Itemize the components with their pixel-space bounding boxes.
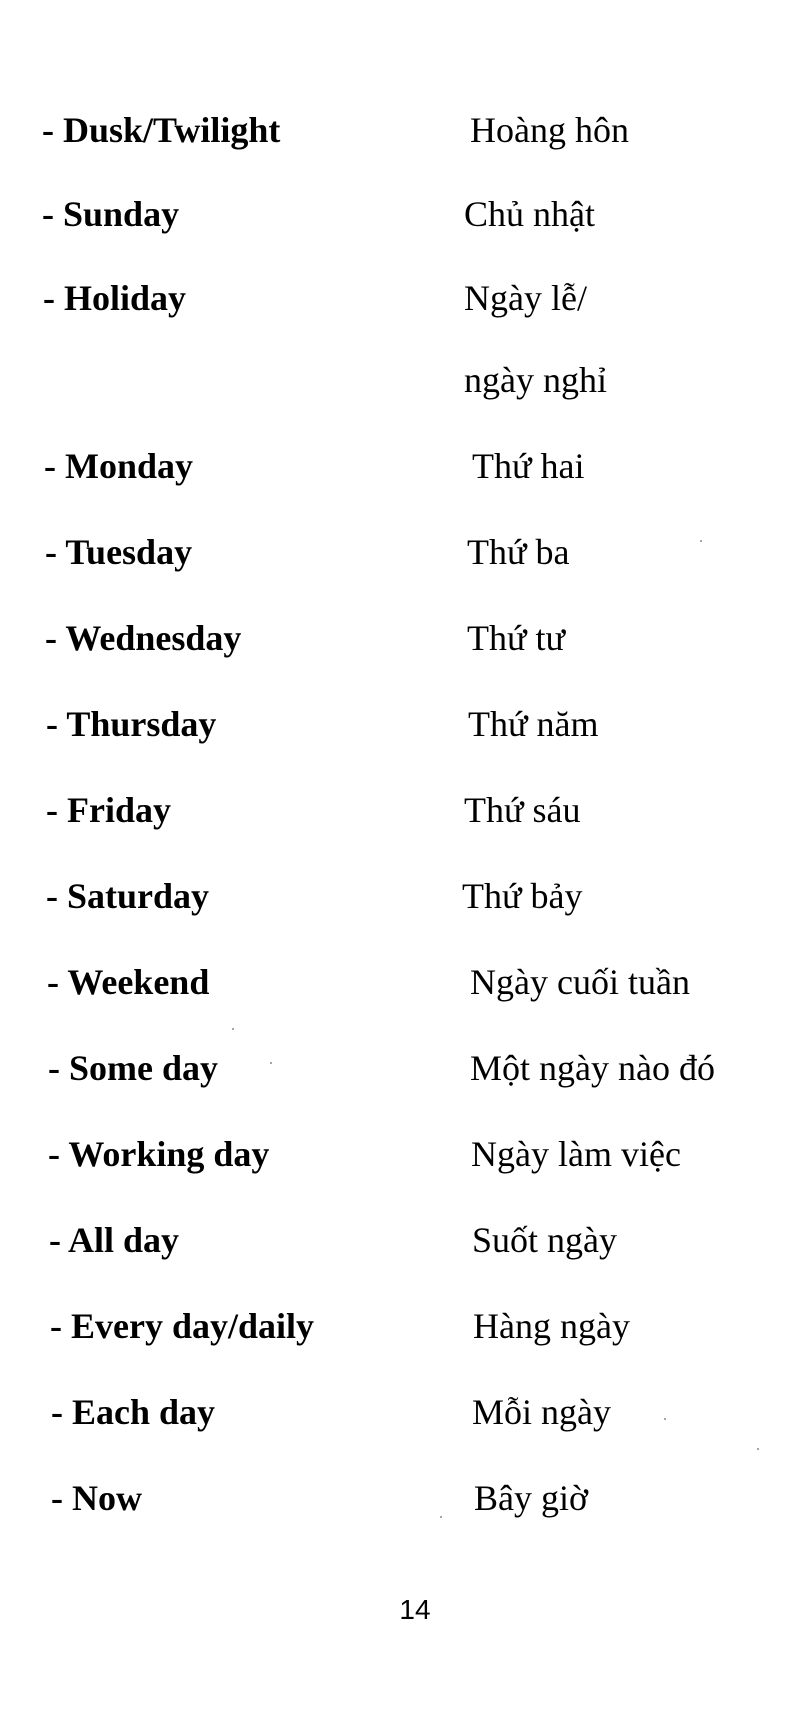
vocab-row <box>0 436 800 496</box>
scan-speck <box>700 540 702 542</box>
vocab-term: - Wednesday <box>45 618 242 658</box>
vocab-row <box>0 1038 800 1098</box>
vocab-meaning: Thứ hai <box>472 446 585 486</box>
vocab-row <box>0 952 800 1012</box>
vocab-meaning: Hàng ngày <box>473 1306 630 1346</box>
vocab-row <box>0 1382 800 1442</box>
vocab-row <box>0 694 800 754</box>
vocab-term: - Every day/daily <box>50 1306 315 1346</box>
vocab-term: - Tuesday <box>45 532 193 572</box>
vocab-meaning: Chủ nhật <box>464 194 595 234</box>
vocab-term: - Weekend <box>47 962 210 1002</box>
vocab-meaning: Suốt ngày <box>472 1220 618 1260</box>
vocab-term: - All day <box>49 1220 180 1260</box>
vocab-term: - Working day <box>48 1134 270 1174</box>
vocab-term: - Sunday <box>42 194 180 234</box>
vocab-term: - Saturday <box>46 876 210 916</box>
vocab-meaning: Thứ sáu <box>464 790 581 830</box>
vocab-row <box>0 184 800 244</box>
vocab-meaning: Bây giờ <box>474 1478 589 1518</box>
vocab-row <box>0 100 800 160</box>
scan-speck <box>232 1028 234 1030</box>
vocab-meaning: Thứ bảy <box>462 876 583 916</box>
vocab-meaning: Ngày cuối tuần <box>470 962 690 1002</box>
vocab-term: - Some day <box>48 1048 218 1088</box>
vocab-row <box>0 1210 800 1270</box>
scan-speck <box>664 1418 666 1420</box>
vocab-row <box>0 1468 800 1528</box>
vocab-meaning: Ngày lễ/ <box>464 278 587 318</box>
vocab-term: - Dusk/Twilight <box>42 110 281 150</box>
vocab-term: - Each day <box>51 1392 216 1432</box>
vocab-row <box>0 608 800 668</box>
vocab-row <box>0 866 800 926</box>
vocab-meaning: Thứ ba <box>467 532 570 572</box>
vocab-meaning: Thứ năm <box>468 704 599 744</box>
vocab-row <box>0 780 800 840</box>
vocab-term: - Now <box>51 1478 142 1518</box>
vocab-row <box>0 1124 800 1184</box>
vocab-meaning: Hoàng hôn <box>470 110 629 150</box>
page-number: 14 <box>399 1594 431 1625</box>
vocab-row-continuation <box>0 350 800 410</box>
vocab-term: - Thursday <box>46 704 217 744</box>
vocab-row <box>0 1296 800 1356</box>
vocab-term: - Holiday <box>43 278 187 318</box>
scan-speck <box>270 1062 272 1064</box>
vocab-row <box>0 268 800 328</box>
scan-speck <box>757 1448 759 1450</box>
vocab-term: - Monday <box>44 446 194 486</box>
vocab-meaning: ngày nghỉ <box>464 360 607 400</box>
vocab-row <box>0 522 800 582</box>
vocab-meaning: Ngày làm việc <box>471 1134 681 1174</box>
vocab-meaning: Mỗi ngày <box>472 1392 611 1432</box>
vocab-meaning: Một ngày nào đó <box>470 1048 715 1088</box>
vocab-meaning: Thứ tư <box>467 618 566 658</box>
vocab-term: - Friday <box>46 790 171 830</box>
scan-speck <box>440 1516 442 1518</box>
